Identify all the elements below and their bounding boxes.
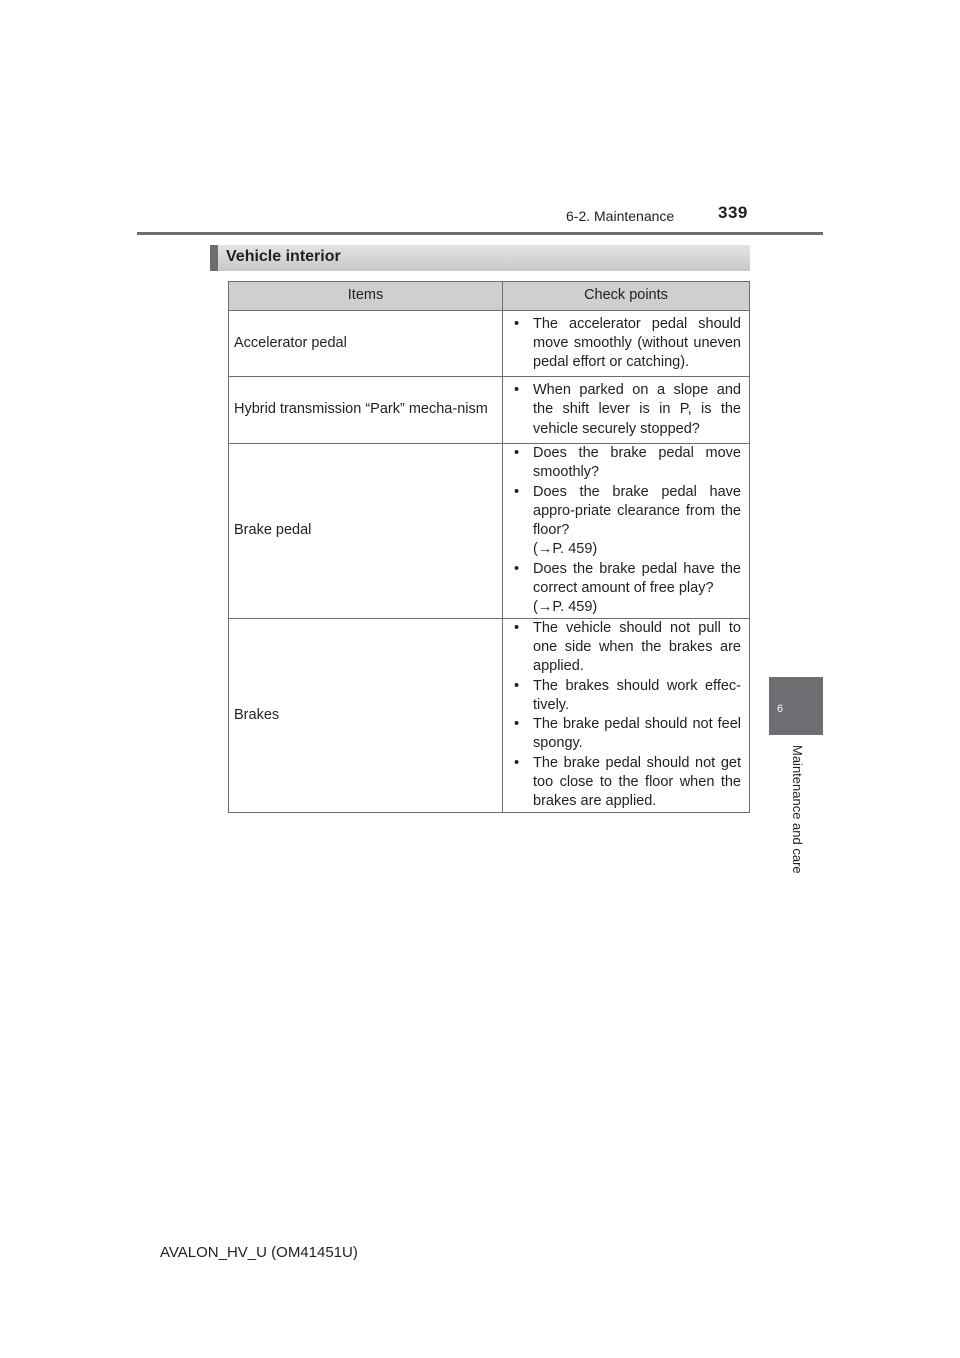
check-point-item: • The brake pedal should not get too close to the floor when the brakes are applied. — [521, 754, 741, 812]
check-point-text: Does the brake pedal have the correct amount of free play? — [533, 560, 741, 597]
item-cell: Hybrid transmission “Park” mecha-nism — [229, 377, 503, 444]
chapter-tab-label: Maintenance and care — [790, 745, 805, 874]
table-header-row — [229, 282, 750, 311]
table-row — [229, 444, 750, 619]
check-points-cell — [503, 311, 750, 377]
check-points-cell — [503, 377, 750, 444]
check-points-cell — [503, 618, 750, 812]
item-cell: Brake pedal — [229, 444, 503, 619]
column-header-items: Items — [229, 282, 503, 311]
item-cell: Brakes — [229, 618, 503, 812]
check-point-item — [521, 483, 741, 560]
page-number: 339 — [718, 203, 748, 222]
check-point-item — [521, 560, 741, 618]
check-point-item: • When parked on a slope and the shift lever is in P, is the vehicle securely stopped? — [521, 381, 741, 439]
page-reference: (→P. 459) — [533, 599, 598, 616]
footer-model-code: AVALON_HV_U (OM41451U) — [160, 1244, 358, 1261]
table-row — [229, 377, 750, 444]
item-cell: Accelerator pedal — [229, 311, 503, 377]
check-point-item: • The brake pedal should not feel spongy. — [521, 715, 741, 754]
table-row — [229, 618, 750, 812]
column-header-check-points: Check points — [503, 282, 750, 311]
header-section-label: 6-2. Maintenance — [566, 208, 675, 224]
check-points-cell — [503, 444, 750, 619]
check-table — [228, 281, 750, 813]
chapter-tab-number: 6 — [776, 703, 784, 715]
check-point-item: • Does the brake pedal move smoothly? — [521, 444, 741, 483]
header-divider — [137, 232, 823, 235]
check-point-item: • The vehicle should not pull to one side when the brakes are applied. — [521, 619, 741, 677]
page-reference: (→P. 459) — [533, 541, 598, 558]
check-point-text: Does the brake pedal have appro-priate clearance from the floor? — [533, 483, 741, 539]
table-row — [229, 311, 750, 377]
section-heading-bar — [210, 245, 750, 271]
check-point-item: • The brakes should work effec-tively. — [521, 677, 741, 716]
chapter-tab — [769, 677, 823, 735]
check-point-item: • The accelerator pedal should move smoothly (without uneven pedal effort or catching). — [521, 315, 741, 373]
section-title: Vehicle interior — [226, 248, 341, 265]
